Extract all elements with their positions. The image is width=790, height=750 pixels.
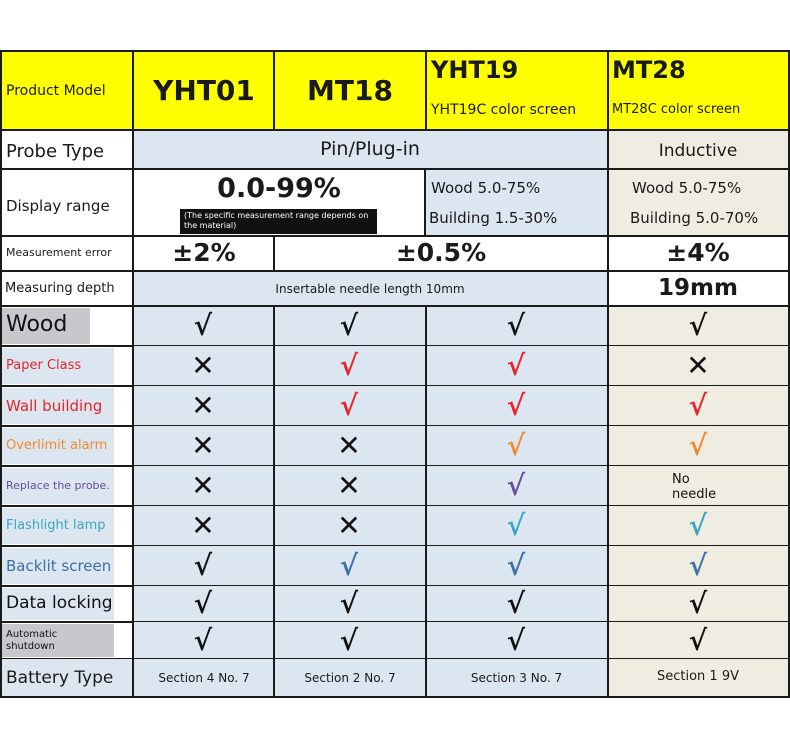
- grid-line-col4: [607, 50, 609, 698]
- feature-label-flashlight-lamp: Flashlight lamp: [6, 517, 106, 533]
- display-range-label: Display range: [6, 197, 110, 215]
- check-mark: √: [506, 549, 526, 582]
- feature-label-backlit-screen: Backlit screen: [6, 556, 112, 575]
- check-mark: √: [506, 349, 526, 382]
- check-mark: √: [339, 309, 359, 342]
- grid-line-col2-error: [273, 235, 275, 272]
- grid-line-error: [0, 270, 790, 272]
- model-mt28-sub: MT28C color screen: [612, 102, 741, 117]
- error-mt18-yht19: ±0.5%: [395, 238, 487, 267]
- grid-line-left: [0, 50, 2, 698]
- feature-label-automatic-shutdown: Automatic shutdown: [6, 629, 58, 652]
- check-mark: √: [339, 623, 359, 657]
- check-mark: √: [506, 309, 526, 342]
- grid-line-col3-bottom: [425, 305, 427, 698]
- grid-line-col1: [132, 50, 134, 698]
- header-label: Product Model: [6, 83, 106, 99]
- feature-label-data-locking: Data locking: [6, 593, 113, 614]
- measuring-depth-label: Measuring depth: [5, 281, 115, 296]
- grid-line-bottom: [0, 696, 790, 698]
- check-mark: √: [506, 509, 526, 542]
- check-mark: √: [193, 623, 213, 657]
- feature-label-wall-building: Wall building: [6, 396, 103, 415]
- cross-mark: ✕: [337, 429, 361, 462]
- check-mark: √: [506, 469, 526, 502]
- cross-mark: ✕: [191, 509, 215, 542]
- check-mark: √: [339, 549, 359, 582]
- probe-type-label: Probe Type: [6, 141, 105, 162]
- check-mark: √: [688, 429, 708, 462]
- check-mark: √: [506, 429, 526, 462]
- error-yht01: ±2%: [172, 238, 236, 267]
- grid-line-col3-display: [424, 168, 426, 236]
- grid-line-top: [0, 50, 790, 52]
- grid-line-col3-top: [425, 50, 427, 130]
- check-mark: √: [688, 549, 708, 582]
- grid-line-header: [0, 129, 790, 131]
- error-mt28: ±4%: [666, 238, 730, 267]
- feature-label-wood: Wood: [6, 312, 68, 338]
- battery-mt18: Section 2 No. 7: [304, 671, 396, 685]
- grid-line-probe: [0, 168, 790, 170]
- probe-pin-value: Pin/Plug-in: [320, 138, 420, 160]
- model-yht19-sub: YHT19C color screen: [431, 102, 577, 118]
- display-note: (The specific measurement range depends on the material): [184, 211, 369, 230]
- feature-label-overlimit-alarm: Overlimit alarm: [6, 437, 108, 453]
- model-mt18: MT18: [307, 74, 393, 107]
- model-yht01: YHT01: [153, 74, 255, 107]
- cross-mark: ✕: [191, 469, 215, 502]
- cross-mark: ✕: [191, 349, 215, 382]
- check-mark: √: [688, 309, 708, 342]
- check-mark: √: [506, 587, 526, 620]
- depth-pin-value: Insertable needle length 10mm: [275, 282, 465, 296]
- cross-mark: ✕: [337, 469, 361, 502]
- probe-inductive-value: Inductive: [658, 141, 738, 161]
- check-mark: √: [339, 349, 359, 382]
- model-yht19: YHT19: [431, 56, 519, 84]
- display-yht19-building: Building 1.5-30%: [429, 209, 558, 227]
- check-mark: √: [688, 509, 708, 542]
- check-mark: √: [193, 549, 213, 582]
- feature-label-paper-class: Paper Class: [6, 357, 82, 373]
- cross-mark: ✕: [191, 429, 215, 462]
- feature-label-replace-the-probe: Replace the probe.: [6, 479, 110, 493]
- display-mt28-wood: Wood 5.0-75%: [632, 179, 742, 197]
- check-mark: √: [506, 623, 526, 657]
- measurement-error-label: Measurement error: [6, 246, 112, 259]
- check-mark: √: [339, 587, 359, 620]
- cross-mark: ✕: [337, 509, 361, 542]
- grid-line-col2-bottom: [273, 305, 275, 698]
- check-mark: √: [193, 587, 213, 620]
- display-mt28-building: Building 5.0-70%: [630, 209, 759, 227]
- grid-line-col2-top: [273, 50, 275, 130]
- battery-mt28: Section 1 9V: [657, 669, 739, 684]
- check-mark: √: [688, 623, 708, 657]
- battery-type-label: Battery Type: [6, 668, 114, 688]
- check-mark: √: [339, 389, 359, 422]
- check-mark: √: [688, 587, 708, 620]
- no-needle-note: No needle: [672, 472, 717, 502]
- cross-mark: ✕: [191, 389, 215, 422]
- display-pin-value: 0.0-99%: [217, 173, 341, 204]
- check-mark: √: [506, 389, 526, 422]
- display-yht19-wood: Wood 5.0-75%: [431, 179, 541, 197]
- battery-yht01: Section 4 No. 7: [158, 671, 250, 685]
- cross-mark: ✕: [686, 349, 710, 382]
- check-mark: √: [193, 309, 213, 342]
- battery-yht19: Section 3 No. 7: [470, 671, 563, 685]
- grid-line-display: [0, 235, 790, 237]
- model-mt28: MT28: [612, 56, 686, 84]
- grid-line-depth: [0, 305, 790, 307]
- depth-mt28-value: 19mm: [658, 275, 738, 301]
- check-mark: √: [688, 389, 708, 422]
